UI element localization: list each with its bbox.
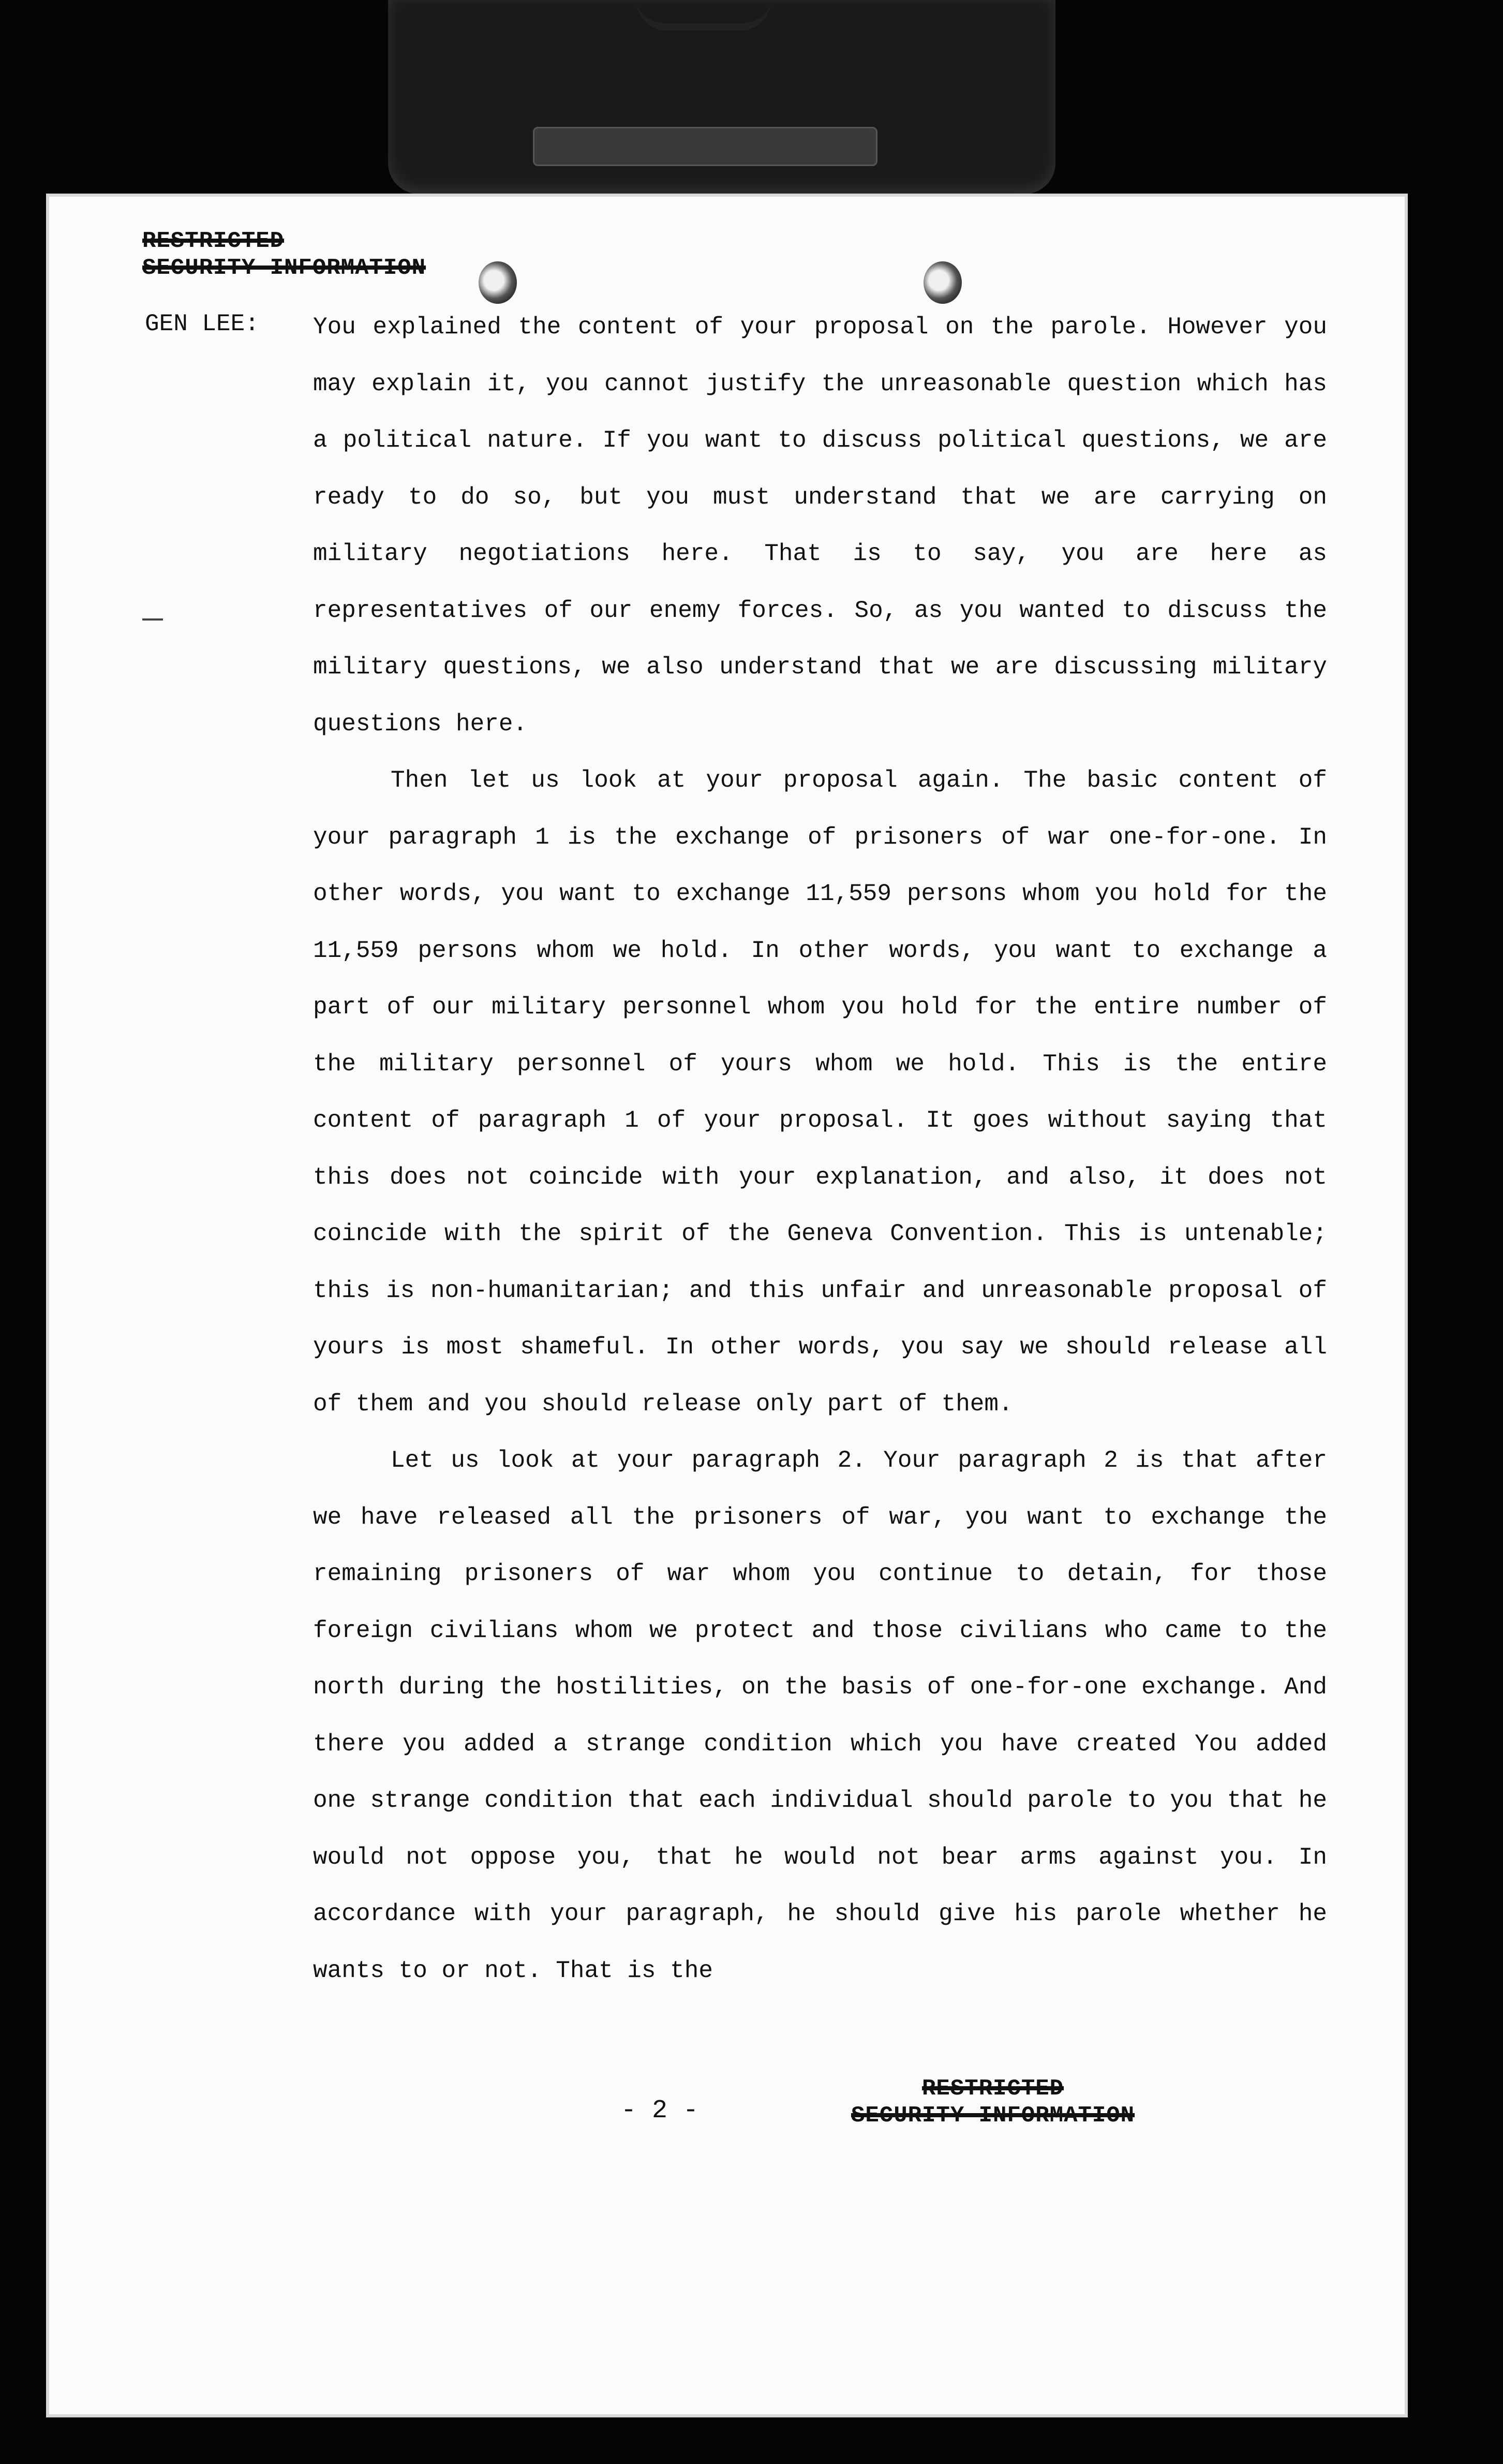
speaker-label: GEN LEE: [145, 311, 259, 337]
page-number: - 2 - [621, 2096, 699, 2126]
clip-plate [533, 127, 877, 166]
footer-classification-line-2: SECURITY INFORMATION [851, 2103, 1135, 2129]
margin-mark [142, 618, 163, 621]
punch-hole-left [479, 261, 517, 304]
paragraph-3: Let us look at your paragraph 2. Your paragraph 2 is that after we have released all the prisoners of war, you want to exchange the remaining prisoners of war whom you continue to detain, for those foreign civilians whom we protect and those civilians who came to the north during the hostilities, on the basis of one-for-one exchange. And there you added a strange condition which you have created You added one strange condition that each individual should parole to you that he would not oppose you, that he would not bear arms against you. In accordance with your paragraph, he should give his parole whether he wants to or not. That is the [313, 1447, 1327, 1984]
header-classification-line-1: RESTRICTED [142, 228, 285, 254]
paragraph-2: Then let us look at your proposal again. The basic content of your paragraph 1 is the exchange of prisoners of war one-for-one. In other words, you want to exchange 11,559 persons whom you hold for the 11,559 persons whom we hold. In other words, you want to exchange a part of our military personnel whom you hold for the entire number of the military personnel of yours whom we hold. This is the entire content of paragraph 1 of your proposal. It goes without saying that this does not coincide with your explanation, and also, it does not coincide with the spirit of the Geneva Convention. This is untenable; this is non-humanitarian; and this unfair and unreasonable proposal of yours is most shameful. In other words, you say we should release all of them and you should release only part of them. [313, 767, 1327, 1418]
punch-hole-right [924, 261, 962, 304]
document-clip [388, 0, 1055, 194]
footer-classification [851, 2075, 1135, 2129]
header-classification [142, 228, 426, 282]
paragraph-1: You explained the content of your proposal on the parole. However you may explain it, you cannot justify the unreasonable question which has a political nature. If you want to discuss political questions, we are ready to do so, but you must understand that we are carrying on military negotiations here. That is to say, you are here as representatives of our enemy forces. So, as you wanted to discuss the military questions, we also understand that we are discussing military questions here. [313, 314, 1327, 737]
footer-classification-line-1: RESTRICTED [922, 2076, 1064, 2102]
clip-cable [636, 0, 771, 31]
transcript-body [313, 299, 1327, 1999]
header-classification-line-2: SECURITY INFORMATION [142, 255, 426, 281]
